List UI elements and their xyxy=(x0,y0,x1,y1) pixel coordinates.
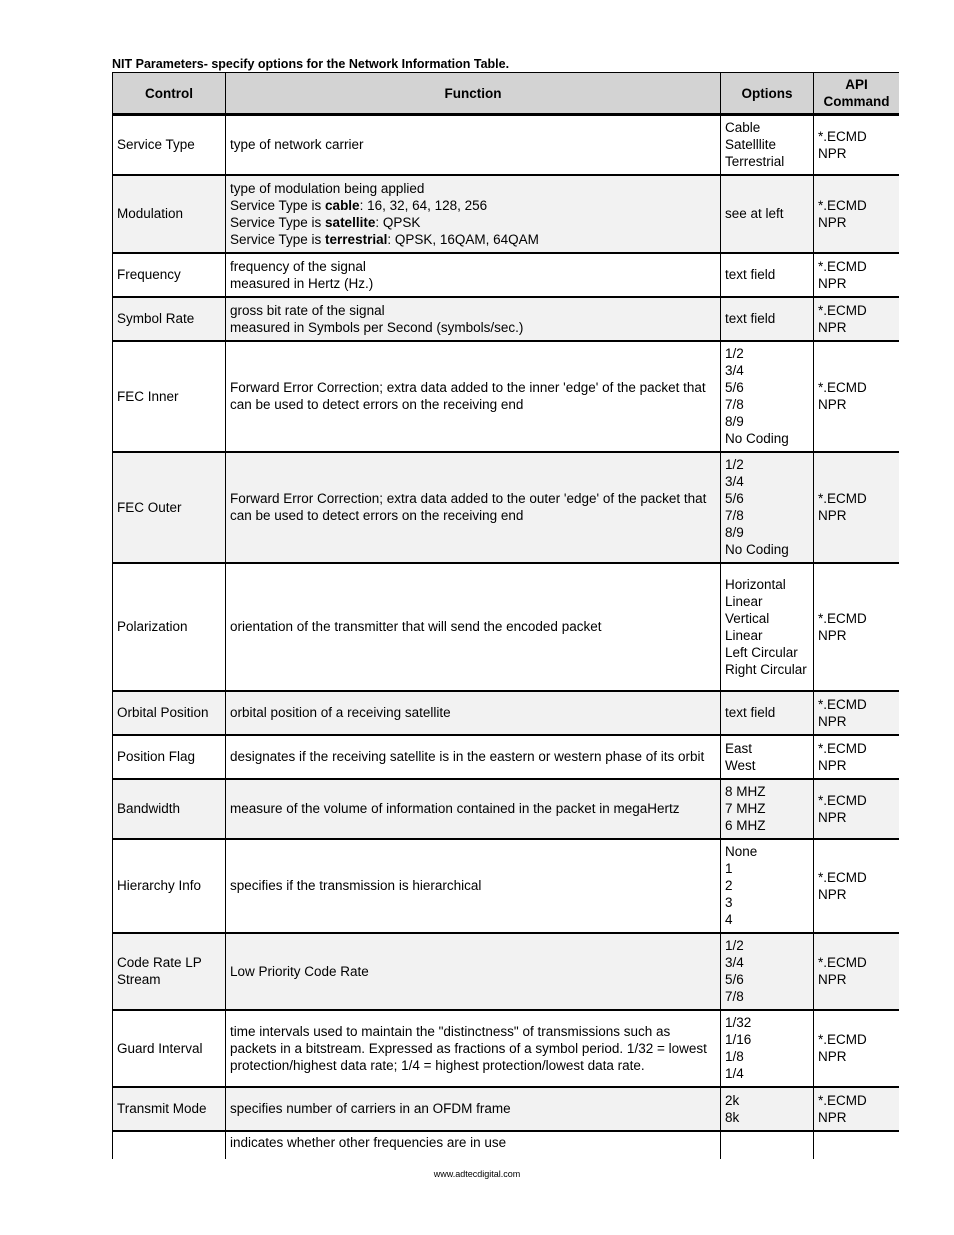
cell-function xyxy=(226,253,721,297)
function-line: specifies number of carriers in an OFDM frame xyxy=(230,1101,511,1116)
cell-function xyxy=(226,735,721,779)
option-value: No Coding xyxy=(725,431,789,446)
cell-api-command xyxy=(814,1087,900,1131)
cell-function xyxy=(226,297,721,341)
header-row xyxy=(113,73,900,115)
cell-function xyxy=(226,452,721,563)
option-value: 1/2 xyxy=(725,457,744,472)
cell-control: FEC Inner xyxy=(113,341,226,452)
option-value: East xyxy=(725,740,753,756)
option-value: 7/8 xyxy=(725,397,744,412)
table-row xyxy=(113,115,900,175)
cell-function xyxy=(226,563,721,691)
cell-api-command xyxy=(814,735,900,779)
option-value: 8/9 xyxy=(725,525,744,540)
api-command-line: NPR xyxy=(818,1109,847,1125)
cell-options xyxy=(721,933,814,1010)
function-line: designates if the receiving satellite is in the eastern or western phase of its orbit xyxy=(230,749,705,764)
function-line: gross bit rate of the signal xyxy=(230,302,385,318)
option-value: 1/8 xyxy=(725,1049,744,1064)
table-row xyxy=(113,1010,900,1087)
cell-api-command xyxy=(814,1010,900,1087)
api-command-line: NPR xyxy=(818,508,847,523)
api-command-line: *.ECMD xyxy=(818,1092,867,1108)
api-command-line: NPR xyxy=(818,275,847,291)
api-command-line: NPR xyxy=(818,809,847,825)
option-value: Vertical Linear xyxy=(725,610,770,643)
cell-function xyxy=(226,779,721,839)
cell-api-command xyxy=(814,115,900,175)
table-body xyxy=(113,115,900,1160)
api-command-line: NPR xyxy=(818,886,847,902)
option-value: 3/4 xyxy=(725,474,744,489)
cell-control: Polarization xyxy=(113,563,226,691)
cell-options xyxy=(721,1087,814,1131)
api-command-line: *.ECMD xyxy=(818,302,867,318)
api-command-line: *.ECMD xyxy=(818,610,867,626)
cell-function xyxy=(226,115,721,175)
function-line: specifies if the transmission is hierarchical xyxy=(230,878,482,893)
function-line: time intervals used to maintain the "distinctness" of transmissions such as packets in a bitstream. Expressed as fractions of a symbol period. 1/32 = lowest protection/highest data rate; 1/4 = highest protection/lowest data rate. xyxy=(230,1023,707,1073)
option-value: 3 xyxy=(725,895,733,910)
table-row xyxy=(113,933,900,1010)
function-text: Service Type is xyxy=(230,197,326,213)
table-row xyxy=(113,839,900,933)
option-value: 8k xyxy=(725,1109,740,1125)
option-value: 8/9 xyxy=(725,414,744,429)
api-command-line: NPR xyxy=(818,397,847,412)
function-text: : QPSK xyxy=(375,214,421,230)
option-value: 1/16 xyxy=(725,1032,752,1047)
cell-options xyxy=(721,779,814,839)
option-value: 5/6 xyxy=(725,491,744,506)
api-command-line: NPR xyxy=(818,145,847,161)
cell-function xyxy=(226,175,721,253)
cell-control: FEC Outer xyxy=(113,452,226,563)
header-control: Control xyxy=(113,73,226,115)
table-row xyxy=(113,1087,900,1131)
table-row xyxy=(113,779,900,839)
api-command-line: NPR xyxy=(818,1049,847,1064)
function-line: orientation of the transmitter that will send the encoded packet xyxy=(230,619,602,634)
api-command-line: NPR xyxy=(818,972,847,987)
api-command-line: *.ECMD xyxy=(818,740,867,756)
api-command-line: *.ECMD xyxy=(818,792,867,808)
cell-options xyxy=(721,839,814,933)
option-value: 1/4 xyxy=(725,1066,744,1081)
table-row xyxy=(113,175,900,253)
table-row xyxy=(113,297,900,341)
option-value: text field xyxy=(725,705,776,720)
option-value: 1 xyxy=(725,861,733,876)
option-value: Cable xyxy=(725,120,761,136)
option-value: 7/8 xyxy=(725,989,744,1004)
api-command-line: NPR xyxy=(818,627,847,643)
option-value: 5/6 xyxy=(725,972,744,987)
table-caption: NIT Parameters- specify options for the Network Information Table. xyxy=(112,57,510,71)
function-line: frequency of the signal xyxy=(230,258,366,274)
cell-api-command xyxy=(814,933,900,1010)
table-row xyxy=(113,341,900,452)
cell-options xyxy=(721,735,814,779)
cell-options xyxy=(721,563,814,691)
cell-api-command xyxy=(814,175,900,253)
cell-control: Frequency xyxy=(113,253,226,297)
function-line: Forward Error Correction; extra data added to the outer 'edge' of the packet that can be used to detect errors on the receiving end xyxy=(230,491,707,523)
api-command-line: *.ECMD xyxy=(818,696,867,712)
table-row xyxy=(113,691,900,735)
option-value: Left Circular xyxy=(725,644,798,660)
cell-options xyxy=(721,452,814,563)
cell-function xyxy=(226,933,721,1010)
api-command-line: *.ECMD xyxy=(818,258,867,274)
function-text: : QPSK, 16QAM, 64QAM xyxy=(387,231,539,247)
header-options: Options xyxy=(721,73,814,115)
api-command-line: *.ECMD xyxy=(818,197,867,213)
function-line: indicates whether other frequencies are in use xyxy=(230,1134,507,1150)
function-line xyxy=(230,214,716,231)
option-value: Satelllite xyxy=(725,137,777,153)
cell-control: Service Type xyxy=(113,115,226,175)
cell-options xyxy=(721,175,814,253)
header-api-command: API Command xyxy=(814,73,900,115)
option-value: Right Circular xyxy=(725,661,807,677)
cell-api-command xyxy=(814,297,900,341)
option-value: 3/4 xyxy=(725,363,744,378)
header-function: Function xyxy=(226,73,721,115)
api-command-line: *.ECMD xyxy=(818,128,867,144)
function-text: : 16, 32, 64, 128, 256 xyxy=(359,197,488,213)
function-line: Forward Error Correction; extra data added to the inner 'edge' of the packet that can be used to detect errors on the receiving end xyxy=(230,380,706,412)
option-value: No Coding xyxy=(725,542,789,557)
cell-function xyxy=(226,1010,721,1087)
cell-options xyxy=(721,297,814,341)
cell-options xyxy=(721,115,814,175)
function-line: measure of the volume of information contained in the packet in megaHertz xyxy=(230,801,680,816)
cell-api-command xyxy=(814,563,900,691)
cell-options xyxy=(721,1131,814,1160)
cell-control: Orbital Position xyxy=(113,691,226,735)
function-bold-text: satellite xyxy=(325,214,376,230)
option-value: text field xyxy=(725,267,776,282)
table-container xyxy=(112,72,899,1159)
api-command-line: NPR xyxy=(818,214,847,230)
cell-function xyxy=(226,1131,721,1160)
api-command-line: *.ECMD xyxy=(818,1032,867,1047)
api-command-line: NPR xyxy=(818,713,847,729)
option-value: West xyxy=(725,757,756,773)
cell-function xyxy=(226,839,721,933)
option-value: 1/32 xyxy=(725,1015,752,1030)
cell-api-command xyxy=(814,253,900,297)
cell-options xyxy=(721,253,814,297)
api-command-line: NPR xyxy=(818,757,847,773)
nit-parameters-table xyxy=(112,72,899,1159)
page-footer: www.adtecdigital.com xyxy=(433,1169,521,1179)
option-value: 4 xyxy=(725,912,733,927)
option-value: 7 MHZ xyxy=(725,801,766,816)
function-line: orbital position of a receiving satellite xyxy=(230,705,451,720)
table-row xyxy=(113,253,900,297)
table-row xyxy=(113,1131,900,1160)
cell-control: Guard Interval xyxy=(113,1010,226,1087)
cell-control xyxy=(113,1131,226,1160)
option-value: 2 xyxy=(725,878,733,893)
function-bold-text: cable xyxy=(325,197,360,213)
function-line: measured in Hertz (Hz.) xyxy=(230,275,374,291)
function-line: type of network carrier xyxy=(230,137,364,153)
function-text: Service Type is xyxy=(230,214,326,230)
option-value: 8 MHZ xyxy=(725,784,766,799)
cell-api-command xyxy=(814,341,900,452)
option-value: Horizontal Linear xyxy=(725,576,786,609)
function-line xyxy=(230,197,716,214)
cell-function xyxy=(226,691,721,735)
api-command-line: NPR xyxy=(818,319,847,335)
cell-control: Position Flag xyxy=(113,735,226,779)
cell-function xyxy=(226,1087,721,1131)
table-row xyxy=(113,735,900,779)
api-command-line: *.ECMD xyxy=(818,869,867,885)
cell-control: Symbol Rate xyxy=(113,297,226,341)
option-value: 7/8 xyxy=(725,508,744,523)
function-bold-text: terrestrial xyxy=(325,231,388,247)
table-row xyxy=(113,563,900,691)
function-line: measured in Symbols per Second (symbols/sec.) xyxy=(230,319,524,335)
api-command-line: *.ECMD xyxy=(818,955,867,970)
table-row xyxy=(113,452,900,563)
option-value: see at left xyxy=(725,206,784,221)
function-text: Service Type is xyxy=(230,231,326,247)
option-value: 1/2 xyxy=(725,346,744,361)
cell-control: Code Rate LP Stream xyxy=(113,933,226,1010)
option-value: 6 MHZ xyxy=(725,818,766,833)
option-value: 5/6 xyxy=(725,380,744,395)
cell-api-command xyxy=(814,691,900,735)
cell-control: Bandwidth xyxy=(113,779,226,839)
cell-api-command xyxy=(814,452,900,563)
option-value: 2k xyxy=(725,1092,740,1108)
cell-options xyxy=(721,1010,814,1087)
cell-api-command xyxy=(814,779,900,839)
function-line: Low Priority Code Rate xyxy=(230,963,369,979)
cell-api-command xyxy=(814,839,900,933)
api-command-line: *.ECMD xyxy=(818,380,867,395)
option-value: Terrestrial xyxy=(725,154,785,170)
cell-control: Hierarchy Info xyxy=(113,839,226,933)
cell-control: Modulation xyxy=(113,175,226,253)
function-line xyxy=(230,231,716,248)
cell-control: Transmit Mode xyxy=(113,1087,226,1131)
option-value: text field xyxy=(725,311,776,326)
cell-api-command xyxy=(814,1131,900,1160)
option-value: 1/2 xyxy=(725,938,744,953)
option-value: None xyxy=(725,844,758,859)
cell-options xyxy=(721,341,814,452)
function-line: type of modulation being applied xyxy=(230,180,425,196)
option-value: 3/4 xyxy=(725,955,744,970)
cell-options xyxy=(721,691,814,735)
api-command-line: *.ECMD xyxy=(818,491,867,506)
cell-function xyxy=(226,341,721,452)
